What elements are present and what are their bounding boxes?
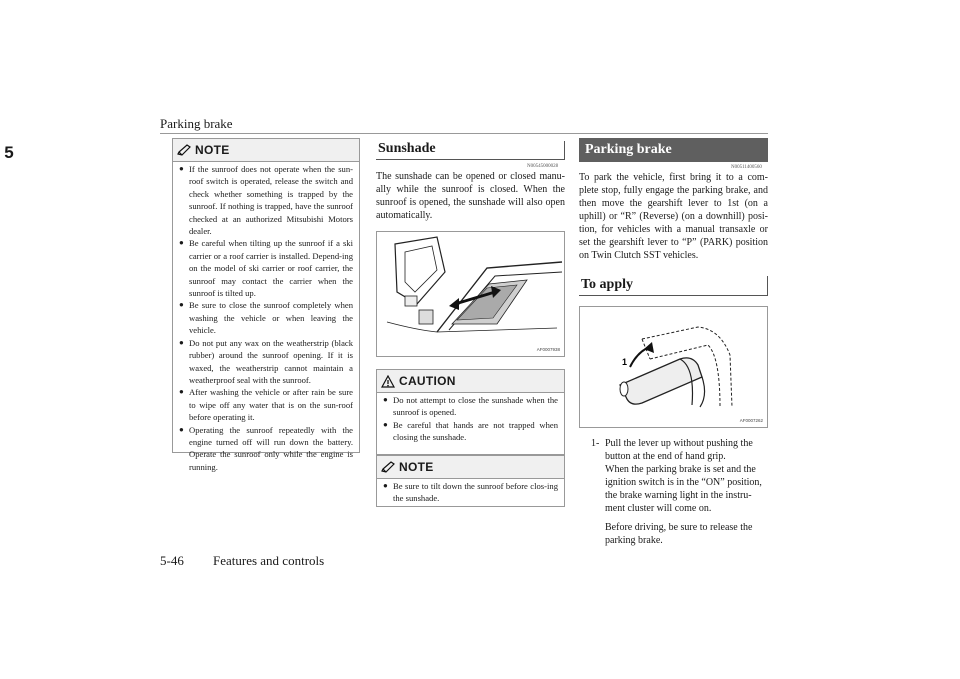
parking-brake-ref-code: N00511400560 <box>731 165 762 170</box>
note-bullet: ● Be sure to close the sunroof completely when washing the vehicle or when leaving the vehicle. <box>179 299 353 336</box>
chapter-tab: 5 <box>0 138 18 168</box>
caution-bullet: ● Be careful that hands are not trapped when closing the sunshade. <box>383 419 558 444</box>
sunshade-paragraph: The sunshade can be opened or closed manu-ally while the sunroof is closed. When the sunroof is opened, the sunshade will also open automatically. <box>376 171 565 221</box>
figure-code: AF0007262 <box>739 418 763 423</box>
figure-code: AF0007938 <box>536 347 560 352</box>
pencil-note-icon <box>381 461 395 473</box>
step-line: the brake warning light in the instru- <box>605 490 752 501</box>
sunroof-illustration <box>377 232 564 356</box>
warning-triangle-icon <box>381 375 395 388</box>
note-box-header <box>377 456 564 479</box>
sunshade-ref-code: N00545000028 <box>527 164 559 169</box>
note-box-sunroof <box>172 138 360 472</box>
to-apply-heading: To apply <box>581 277 634 292</box>
step-note-line: parking brake. <box>605 535 663 546</box>
caution-label: CAUTION <box>399 374 456 388</box>
header-rule <box>160 133 768 134</box>
caution-box-header <box>377 370 564 393</box>
step-line: ment cluster will come on. <box>605 503 712 514</box>
note-label: NOTE <box>195 143 230 157</box>
to-apply-cap <box>767 276 768 296</box>
note-bullet: ● Do not put any wax on the weatherstrip (black rubber) around the sunroof opening. If it is waxed, the weatherstrip cannot maintain a weatherproof seal with the sunroof. <box>179 337 353 387</box>
sunshade-heading: Sunshade <box>378 141 436 156</box>
note-body <box>383 480 558 505</box>
step-line: ignition switch is in the “ON” position, <box>605 477 762 488</box>
note-bullet: ● If the sunroof does not operate when the sun-roof switch is operated, release the switch and check whether something is trapped by the sunroof. If nothing is trapped, have the sunroof checked at an authorized Mitsubishi Motors dealer. <box>179 163 353 237</box>
sunshade-figure <box>376 231 565 357</box>
note-box-sunshade <box>376 455 565 507</box>
to-apply-rule <box>579 295 768 296</box>
parking-brake-figure <box>579 306 768 428</box>
note-body <box>179 163 353 473</box>
caution-box-sunshade <box>376 369 565 455</box>
pencil-note-icon <box>177 144 191 156</box>
parking-brake-heading: Parking brake <box>579 138 768 162</box>
step-number: 1- <box>591 438 600 449</box>
sunshade-heading-cap <box>564 141 565 160</box>
note-label: NOTE <box>399 460 434 474</box>
step-line: button at the end of hand grip. <box>605 451 726 462</box>
caution-bullet: ● Do not attempt to close the sunshade when the sunroof is opened. <box>383 394 558 419</box>
parking-brake-paragraph: To park the vehicle, first bring it to a com-plete stop, fully engage the parking brake, and then move the gearshift lever to 1st (on a uphill) or “R” (Reverse) (on a downhill) posi-tion, for vehicles with a manual transaxle or set the gearshift lever to “P” (PARK) position on Twin Clutch SST vehicles. <box>579 172 768 261</box>
note-bullet: ● Be careful when tilting up the sunroof if a ski carrier or a roof carrier is installed. Depend-ing on the model of ski carrier or roof carrier, the sunroof may contact the carrier when the sunroof is tilted up. <box>179 237 353 299</box>
note-bullet: ● Be sure to tilt down the sunroof before clos-ing the sunshade. <box>383 480 558 505</box>
footer-section-title: Features and controls <box>213 553 325 568</box>
note-box-header <box>173 139 359 162</box>
page-number: 5-46 <box>160 553 184 568</box>
parking-brake-lever-illustration <box>580 307 767 427</box>
step-note-line: Before driving, be sure to release the <box>605 522 753 533</box>
note-bullet: ● Operating the sunroof repeatedly with the engine turned off will run down the battery. Operate the sunroof only while the engine is running. <box>179 424 353 474</box>
figure-callout: 1 <box>622 357 628 367</box>
step-line: When the parking brake is set and the <box>605 464 756 475</box>
running-title: Parking brake <box>160 116 233 131</box>
note-bullet: ● After washing the vehicle or after rain be sure to wipe off any water that is on the sun-roof before operating it. <box>179 386 353 423</box>
sunshade-heading-rule <box>376 159 565 160</box>
caution-body <box>383 394 558 444</box>
step-line: Pull the lever up without pushing the <box>605 438 753 449</box>
